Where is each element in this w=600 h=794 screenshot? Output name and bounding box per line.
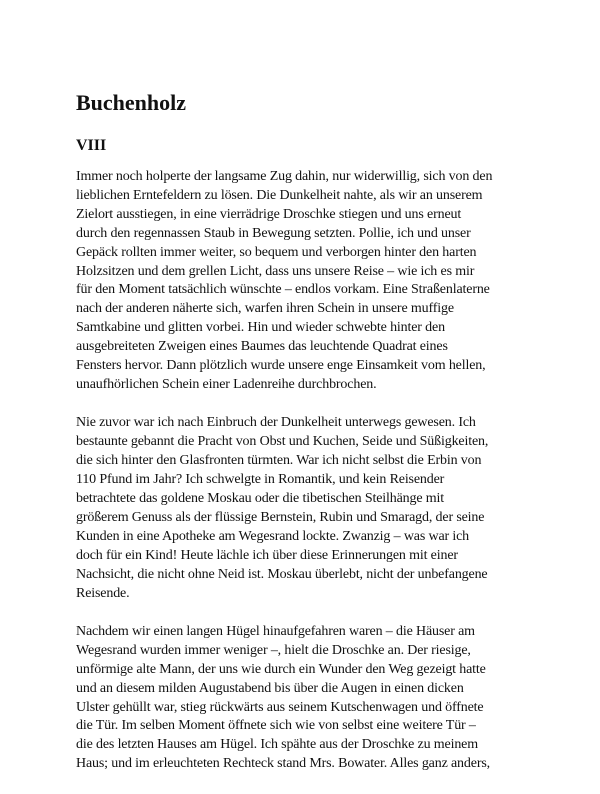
text-line: Wegesrand wurden immer weniger –, hielt die Droschke an. Der riesige, xyxy=(76,642,471,658)
paragraph xyxy=(76,414,528,603)
text-line: Nachsicht, die nicht ohne Neid ist. Moskau überlebt, nicht der unbefangene xyxy=(76,566,488,582)
text-line: unaufhörlichen Schein einer Ladenreihe durchbrochen. xyxy=(76,376,377,392)
text-line: Immer noch holperte der langsame Zug dahin, nur widerwillig, sich von den xyxy=(76,169,493,184)
text-line: doch für ein Kind! Heute lächle ich über diese Erinnerungen mit einer xyxy=(76,547,458,563)
text-line: lieblichen Erntefeldern zu lösen. Die Dunkelheit nahte, als wir an unserem xyxy=(76,187,483,203)
text-line: bestaunte gebannt die Pracht von Obst und Kuchen, Seide und Süßigkeiten, xyxy=(76,434,489,450)
text-line: ausgebreiteten Zweigen eines Baumes das leuchtende Quadrat eines xyxy=(76,339,448,355)
paragraph xyxy=(76,623,528,774)
text-line: Fensters hervor. Dann plötzlich wurde unsere enge Einsamkeit vom hellen, xyxy=(76,358,486,374)
text-line: Nachdem wir einen langen Hügel hinaufgefahren waren – die Häuser am xyxy=(76,623,475,639)
text-line: Haus; und im erleuchteten Rechteck stand Mrs. Bowater. Alles ganz anders, xyxy=(76,756,490,772)
page-title: Buchenholz xyxy=(76,90,187,115)
text-line: Samtkabine und glitten vorbei. Hin und wieder schwebte hinter den xyxy=(76,320,445,336)
paragraph xyxy=(76,168,528,395)
text-line: Nie zuvor war ich nach Einbruch der Dunkelheit unterwegs gewesen. Ich xyxy=(76,415,476,431)
text-line: unförmige alte Mann, der uns wie durch ein Wunder den Weg gezeigt hatte xyxy=(76,661,486,677)
text-line: Gepäck rollten immer weiter, so bequem und verborgen hinter den harten xyxy=(76,244,477,260)
text-line: 110 Pfund im Jahr? Ich schwelgte in Romantik, und kein Reisender xyxy=(76,472,445,488)
text-line: durch den regennassen Staub in Bewegung setzten. Pollie, ich und unser xyxy=(76,225,471,241)
text-line: betrachtete das goldene Moskau oder die tibetischen Steilhänge mit xyxy=(76,491,444,506)
text-line: Kunden in eine Apotheke am Wegesrand lockte. Zwanzig – was war ich xyxy=(76,528,470,544)
text-line: für den Moment tatsächlich wünschte – endlos vorkam. Eine Straßenlaterne xyxy=(76,282,490,298)
text-line: nach der anderen näherte sich, warfen ihren Schein in unsere muffige xyxy=(76,301,454,317)
chapter-heading: VIII xyxy=(76,137,107,154)
text-line: größerem Genuss als der flüssige Bernstein, Rubin und Smaragd, der seine xyxy=(76,509,485,525)
text-line: und an diesem milden Augustabend bis über die Augen in einen dicken xyxy=(76,680,464,696)
text-line: Reisende. xyxy=(76,585,130,601)
text-line: die Tür. Im selben Moment öffnete sich wie von selbst eine weitere Tür – xyxy=(76,718,476,734)
text-line: die des letzten Hauses am Hügel. Ich spähte aus der Droschke zu meinem xyxy=(76,737,478,753)
text-line: Zielort ausstiegen, in eine vierrädrige Droschke stiegen und uns erneut xyxy=(76,206,462,222)
text-line: Holzsitzen und dem grellen Licht, dass uns unsere Reise – wie ich es mir xyxy=(76,263,475,279)
body-text xyxy=(76,168,528,794)
text-line: die sich hinter den Glasfronten türmten. War ich nicht selbst die Erbin von xyxy=(76,453,482,469)
text-line: Ulster gehüllt war, stieg rückwärts aus seinem Kutschenwagen und öffnete xyxy=(76,699,484,715)
